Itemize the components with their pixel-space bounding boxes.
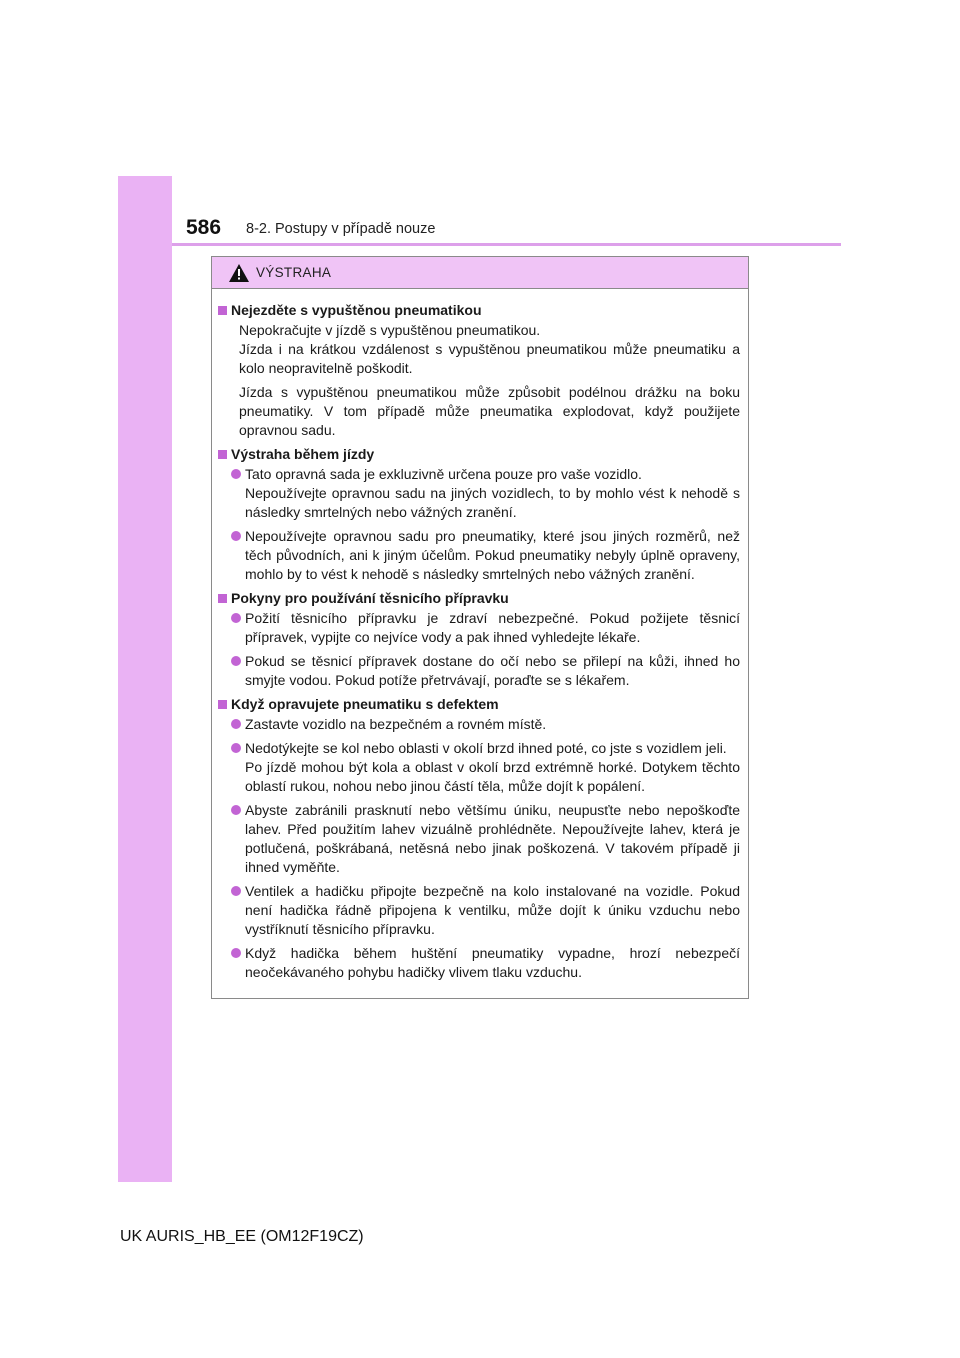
bullet-item	[231, 739, 740, 796]
bullet-text	[245, 527, 740, 584]
bullet-line: Nepoužívejte opravnou sadu pro pneumatiky, které jsou jiných rozměrů, než těch původních, ani k jiným účelům. Pokud pneumatiky nebyly úplně opraveny, mohlo by to vést k nehodě s následky smrtelných nebo vážných zranění.	[245, 528, 740, 582]
topic-heading	[218, 589, 740, 608]
bullet-text	[245, 944, 740, 982]
round-bullet-icon	[231, 531, 241, 541]
topic-heading	[218, 695, 740, 714]
bullet-line: Po jízdě mohou být kola a oblast v okolí brzd extrémně horké. Dotykem těchto oblastí rukou, nohou nebo jinou částí těla, může dojít k popálení.	[245, 759, 740, 794]
round-bullet-icon	[231, 719, 241, 729]
paragraph-line: Jízda i na krátkou vzdálenost s vypuštěnou pneumatikou může pneumatiku a kolo neopravitelně poškodit.	[239, 341, 740, 376]
bullet-line: Ventilek a hadičku připojte bezpečně na kolo instalované na vozidle. Pokud není hadička řádně připojena k ventilku, může dojít k úniku vzduchu nebo vystříknutí těsnicího přípravku.	[245, 883, 740, 937]
topic-heading	[218, 301, 740, 320]
bullet-line: Zastavte vozidlo na bezpečném a rovném místě.	[245, 716, 547, 732]
bullet-item	[231, 527, 740, 584]
topic-heading	[218, 445, 740, 464]
warning-topic	[218, 695, 740, 982]
page-number: 586	[186, 216, 222, 239]
warning-box	[211, 256, 749, 999]
bullet-item	[231, 715, 740, 734]
chapter-tab-band	[118, 176, 172, 1182]
topic-heading-text: Výstraha během jízdy	[231, 446, 375, 462]
warning-topic	[218, 589, 740, 690]
warning-body	[212, 289, 748, 982]
bullet-text	[245, 801, 740, 877]
round-bullet-icon	[231, 469, 241, 479]
square-bullet-icon	[218, 450, 227, 459]
document-code: UK AURIS_HB_EE (OM12F19CZ)	[120, 1228, 364, 1245]
bullet-text	[245, 465, 740, 522]
square-bullet-icon	[218, 700, 227, 709]
header-divider	[172, 243, 841, 246]
bullet-item	[231, 944, 740, 982]
topic-paragraph	[239, 383, 740, 440]
bullet-text	[245, 652, 740, 690]
bullet-item	[231, 652, 740, 690]
bullet-item	[231, 801, 740, 877]
warning-topic	[218, 301, 740, 440]
bullet-line: Tato opravná sada je exkluzivně určena pouze pro vaše vozidlo.	[245, 466, 642, 482]
bullet-item	[231, 609, 740, 647]
bullet-text	[245, 882, 740, 939]
topic-heading-text: Nejezděte s vypuštěnou pneumatikou	[231, 302, 482, 318]
bullet-line: Pokud se těsnicí přípravek dostane do očí nebo se přilepí na kůži, ihned ho smyjte vodou. Pokud potíže přetrvávají, poraďte se s lékařem.	[245, 653, 740, 688]
bullet-text	[245, 715, 740, 734]
round-bullet-icon	[231, 948, 241, 958]
bullet-item	[231, 882, 740, 939]
warning-triangle-icon	[228, 263, 250, 283]
bullet-line: Abyste zabránili prasknutí nebo většímu úniku, neupusťte nebo nepoškoďte lahev. Před použitím lahev vizuálně prohlédněte. Nepoužívejte lahev, která je potlučená, poškrábaná, netěsná nebo jinak poškozená. V takovém případě ji ihned vyměňte.	[245, 802, 740, 875]
round-bullet-icon	[231, 743, 241, 753]
square-bullet-icon	[218, 594, 227, 603]
paragraph-line: Nepokračujte v jízdě s vypuštěnou pneumatikou.	[239, 322, 541, 338]
topic-heading-text: Pokyny pro používání těsnicího přípravku	[231, 590, 509, 606]
bullet-item	[231, 465, 740, 522]
round-bullet-icon	[231, 805, 241, 815]
topic-paragraph	[239, 321, 740, 378]
topic-heading-text: Když opravujete pneumatiku s defektem	[231, 696, 499, 712]
section-title: 8-2. Postupy v případě nouze	[246, 221, 436, 237]
warning-topic	[218, 445, 740, 584]
bullet-line: Nepoužívejte opravnou sadu na jiných vozidlech, to by mohlo vést k nehodě s následky smrtelných nebo vážných zranění.	[245, 485, 740, 520]
bullet-line: Požití těsnicího přípravku je zdraví nebezpečné. Pokud požijete těsnicí přípravek, vypijte co nejvíce vody a pak ihned vyhledejte lékaře.	[245, 610, 740, 645]
square-bullet-icon	[218, 306, 227, 315]
bullet-line: Nedotýkejte se kol nebo oblasti v okolí brzd ihned poté, co jste s vozidlem jeli.	[245, 740, 727, 756]
bullet-text	[245, 739, 740, 796]
bullet-text	[245, 609, 740, 647]
round-bullet-icon	[231, 613, 241, 623]
warning-title: VÝSTRAHA	[256, 265, 332, 280]
round-bullet-icon	[231, 656, 241, 666]
warning-header	[212, 257, 748, 289]
bullet-line: Když hadička během huštění pneumatiky vypadne, hrozí nebezpečí neočekávaného pohybu hadičky vlivem tlaku vzduchu.	[245, 945, 740, 980]
round-bullet-icon	[231, 886, 241, 896]
paragraph-line: Jízda s vypuštěnou pneumatikou může způsobit podélnou drážku na boku pneumatiky. V tom případě může pneumatika explodovat, když použijete opravnou sadu.	[239, 384, 740, 438]
